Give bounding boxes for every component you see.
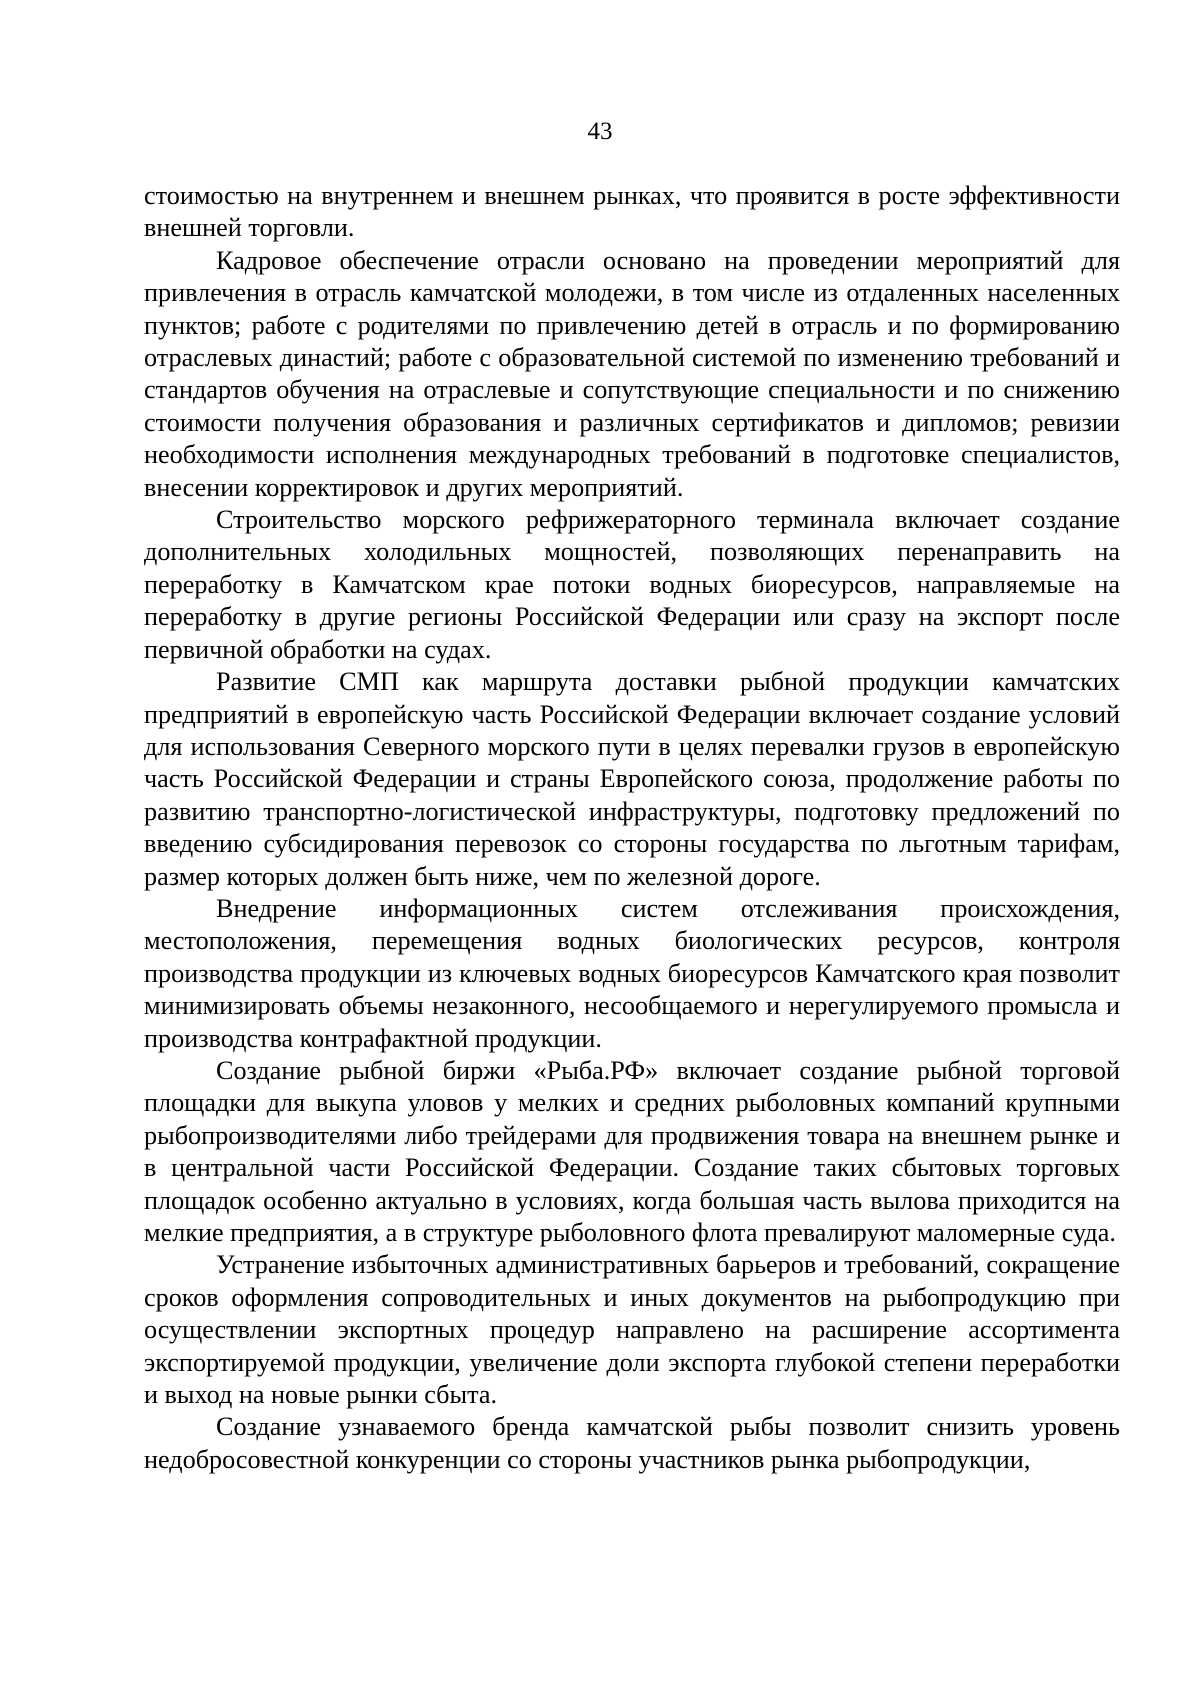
paragraph-continuation: стоимостью на внутреннем и внешнем рынках, что проявится в росте эффективности внешней торговли. [144,181,1120,243]
paragraph-refrigerated-terminal: Строительство морского рефрижераторного терминала включает создание дополнительных холодильных мощностей, позволяющих перенаправить на переработку в Камчатском крае потоки водных биоресурсов, направляемые на переработку в другие регионы Российской Федерации или сразу на экспорт после первичной обработки на судах. [144,505,1120,664]
document-body [144,180,1120,1476]
paragraph-fish-exchange: Создание рыбной биржи «Рыба.РФ» включает создание рыбной торговой площадки для выкупа уловов у мелких и средних рыболовных компаний крупными рыбопроизводителями либо трейдерами для продвижения товара на внешнем рынке и в центральной части Российской Федерации. Создание таких сбытовых торговых площадок особенно актуально в условиях, когда большая часть вылова приходится на мелкие предприятия, а в структуре рыболовного флота превалируют маломерные суда. [144,1055,1120,1247]
paragraph-fish-brand: Создание узнаваемого бренда камчатской рыбы позволит снизить уровень недобросовестной конкуренции со стороны участников рынка рыбопродукции, [144,1412,1120,1474]
paragraph-tracking-systems: Внедрение информационных систем отслеживания происхождения, местоположения, перемещения водных биологических ресурсов, контроля производства продукции из ключевых водных биоресурсов Камчатского края позволит минимизировать объемы незаконного, несообщаемого и нерегулируемого промысла и производства контрафактной продукции. [144,893,1120,1053]
paragraph-staffing: Кадровое обеспечение отрасли основано на проведении мероприятий для привлечения в отрасль камчатской молодежи, в том числе из отдаленных населенных пунктов; работе с родителями по привлечению детей в отрасль и по формированию отраслевых династий; работе с образовательной системой по изменению требований и стандартов обучения на отраслевые и сопутствующие специальности и по снижению стоимости получения образования и различных сертификатов и дипломов; ревизии необходимости исполнения международных требований в подготовке специалистов, внесении корректировок и других мероприятий. [144,245,1120,502]
paragraph-northern-sea-route: Развитие СМП как маршрута доставки рыбной продукции камчатских предприятий в европейскую часть Российской Федерации включает создание условий для использования Северного морского пути в целях перевалки грузов в европейскую часть Российской Федерации и страны Европейского союза, продолжение работы по развитию транспортно-логистической инфраструктуры, подготовку предложений по введению субсидирования перевозок со стороны государства по льготным тарифам, размер которых должен быть ниже, чем по железной дороге. [144,667,1120,891]
page-number: 43 [587,118,613,145]
paragraph-admin-barriers: Устранение избыточных административных барьеров и требований, сокращение сроков оформления сопроводительных и иных документов на рыбопродукцию при осуществлении экспортных процедур направлено на расширение ассортимента экспортируемой продукции, увеличение доли экспорта глубокой степени переработки и выход на новые рынки сбыта. [144,1250,1120,1410]
